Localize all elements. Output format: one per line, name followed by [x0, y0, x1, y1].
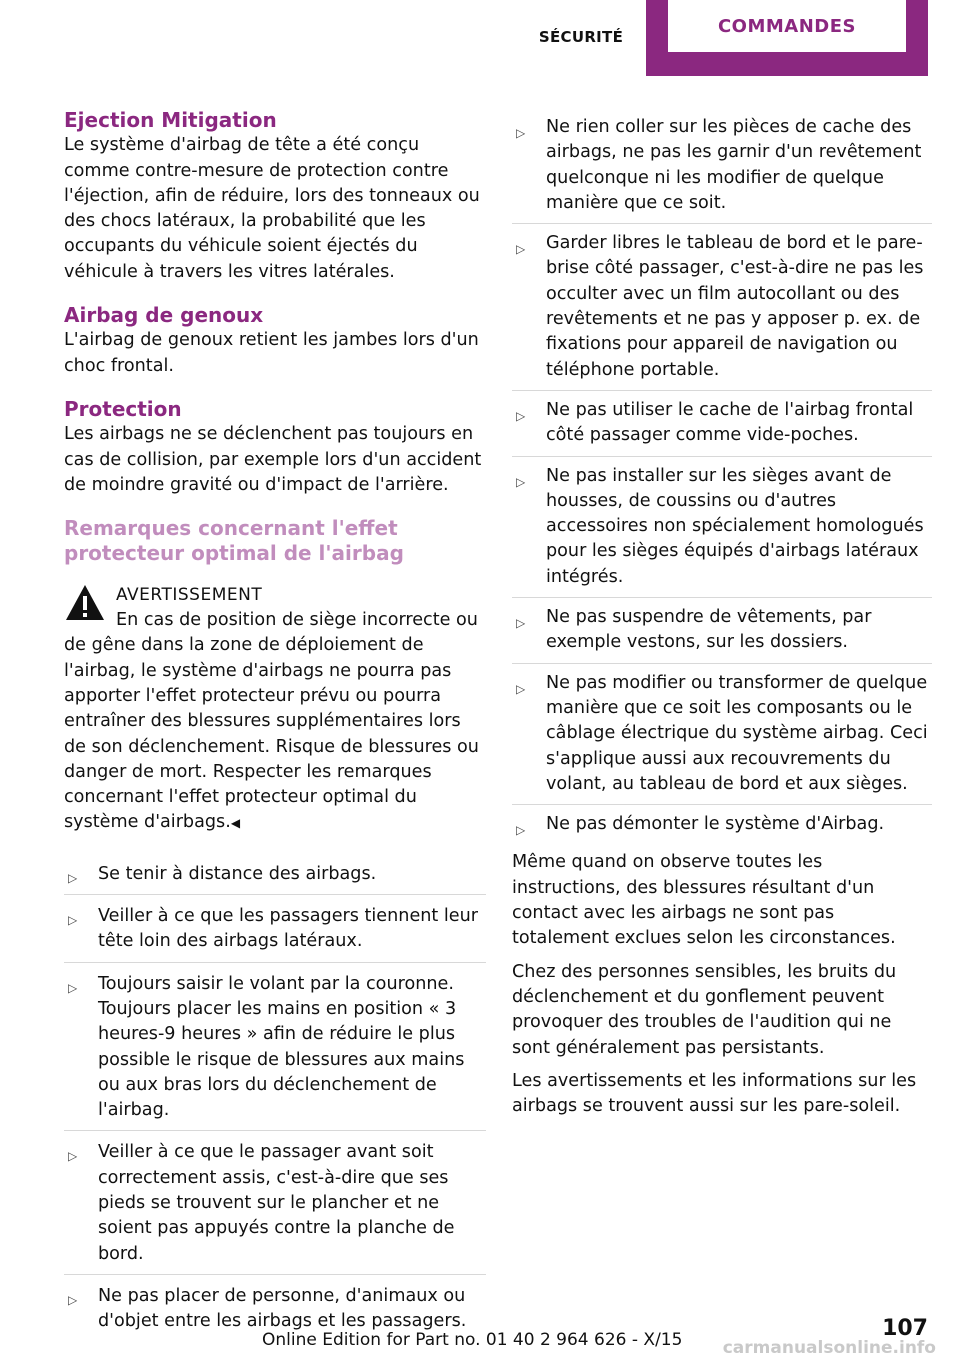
section-knee-airbag: [64, 303, 486, 379]
warning-head: [64, 583, 486, 634]
list-item-text: Veiller à ce que les passagers tiennent leur tête loin des airbags latéraux.: [98, 906, 479, 952]
chapter-tab: [646, 0, 928, 76]
warning-box: [64, 583, 486, 837]
list-item-text: Ne pas utiliser le cache de l'airbag frontal côté passager comme vide-poches.: [546, 399, 914, 446]
warning-text: [64, 633, 486, 836]
list-item: [512, 597, 932, 663]
list-item-text: Garder libres le tableau de bord et le pare-brise côté passager, c'est-à-dire ne pas les occulter avec un film autocollant ou des revêtements et ne pas y apposer p. ex. de fixations pour appareil de navigation ou téléphone portable.: [546, 233, 924, 380]
list-item: [64, 962, 486, 1131]
section-protection: [64, 397, 486, 498]
list-item-text: Toujours saisir le volant par la couronne. Toujours placer les mains en position « 3 heures-9 heures » afin de réduire le plus possible le risque de blessures aux mains ou aux bras lors du déclenchement de l'airbag.: [98, 973, 465, 1121]
list-item-text: Ne pas installer sur les sièges avant de housses, de coussins ou d'autres accessoires non spécialement homologués pour les sièges équipés d'airbags latéraux intégrés.: [546, 465, 924, 587]
triangle-bullet-icon: ▷: [516, 242, 526, 257]
section-remarks: [64, 516, 486, 1341]
heading-knee-airbag: Airbag de genoux: [64, 303, 264, 328]
heading-protection: Protection: [64, 396, 182, 421]
list-item-text: Ne rien coller sur les pièces de cache des airbags, ne pas les garnir d'un revêtement quelconque ni les modifier de quelque manière que ce soit.: [546, 117, 922, 213]
heading-ejection: Ejection Mitigation: [64, 108, 277, 132]
heading-remarks-line2: protecteur optimal de l'airbag: [64, 541, 404, 566]
triangle-bullet-icon: ▷: [516, 681, 526, 696]
list-item-text: Ne pas suspendre de vêtements, par exemple vestons, sur les dossiers.: [546, 607, 872, 653]
left-column: [64, 108, 486, 1341]
right-column: [512, 108, 932, 1127]
triangle-bullet-icon: ▷: [68, 870, 78, 885]
section-tab: [516, 0, 646, 74]
warning-text-rest: de gêne dans la zone de déploiement de l'airbag, le système d'airbags ne pourra pas apporter l'effet protecteur prévu ou pourra entraîner des blessures supplémentaires lors de son déclenchement. Risque de blessures ou danger de mort. Respecter les remarques concernant l'effet protecteur optimal du système d'airbags.: [64, 635, 479, 833]
heading-remarks-line1: Remarques concernant l'effet: [64, 516, 398, 541]
list-item: [512, 456, 932, 597]
text-knee-airbag: L'airbag de genoux retient les jambes lors d'un choc frontal.: [64, 330, 479, 376]
warning-title: AVERTISSEMENT: [116, 584, 263, 605]
list-item: [64, 1130, 486, 1273]
text-protection: Les airbags ne se déclenchent pas toujours en cas de collision, par exemple lors d'un accident de moindre gravité ou d'impact de l'arrière.: [64, 424, 482, 495]
list-item-text: Ne pas placer de personne, d'animaux ou d'objet entre les airbags et les passagers.: [98, 1285, 467, 1332]
list-item-text: Ne pas modifier ou transformer de quelque manière que ce soit les composants ou le câblage électrique du système airbag. Ceci s'applique aussi aux recouvrements du volant, au tableau de bord et aux sièges.: [546, 672, 928, 794]
triangle-bullet-icon: ▷: [516, 408, 526, 423]
list-item-text: Ne pas démonter le système d'Airbag.: [546, 814, 885, 835]
triangle-bullet-icon: ▷: [516, 474, 526, 489]
text-ejection: Le système d'airbag de tête a été conçu comme contre-mesure de protection contre l'éjection, afin de réduire, lors des tonneaux ou des chocs latéraux, la probabilité que les occupants du véhicule soient éjectés du véhicule à travers les vitres latérales.: [64, 135, 480, 282]
list-item: [512, 390, 932, 456]
triangle-bullet-icon: ▷: [68, 1149, 78, 1164]
page-footer: [0, 1316, 960, 1356]
right-bullet-list: [512, 108, 932, 844]
list-item: [512, 804, 932, 844]
section-tab-label: SÉCURITÉ: [538, 28, 624, 46]
end-mark-icon: ◀: [230, 816, 241, 831]
triangle-bullet-icon: ▷: [516, 616, 526, 631]
list-item-text: Se tenir à distance des airbags.: [98, 863, 377, 884]
paragraph-sun-visors: Les avertissements et les informations sur les airbags se trouvent aussi sur les pare-soleil.: [512, 1070, 917, 1117]
triangle-bullet-icon: ▷: [68, 980, 78, 995]
left-bullet-list: [64, 853, 486, 1342]
list-item: [512, 663, 932, 804]
chapter-tab-label: COMMANDES: [717, 15, 857, 37]
triangle-bullet-icon: ▷: [516, 126, 526, 140]
warning-triangle-icon: [64, 583, 106, 623]
list-item: [64, 894, 486, 962]
list-item: [512, 108, 932, 223]
warning-text-first: En cas de position de siège incorrecte ou: [116, 610, 478, 631]
edition-line: Online Edition for Part no. 01 40 2 964 626 - X/15: [262, 1330, 683, 1350]
list-item: [64, 853, 486, 894]
paragraph-instructions: Même quand on observe toutes les instructions, des blessures résultant d'un contact avec les airbags ne sont pas totalement exclues selon les circonstances.: [512, 852, 896, 949]
list-item-text: Veiller à ce que le passager avant soit correctement assis, c'est-à-dire que ses pieds se trouvent sur le plancher et ne soient pas appuyés contre la planche de bord.: [98, 1142, 455, 1264]
section-ejection: [64, 108, 486, 285]
triangle-bullet-icon: ▷: [516, 823, 526, 838]
page-number: 107: [882, 1316, 928, 1341]
chapter-tab-inner: [668, 0, 906, 52]
watermark: carmanualsonline.info: [722, 1338, 936, 1358]
heading-remarks: [64, 516, 486, 567]
paragraph-hearing: Chez des personnes sensibles, les bruits du déclenchement et du gonflement peuvent provoquer des troubles de l'audition qui ne sont généralement pas persistants.: [512, 961, 897, 1058]
triangle-bullet-icon: ▷: [68, 913, 78, 928]
list-item: [512, 223, 932, 390]
triangle-bullet-icon: ▷: [68, 1292, 78, 1307]
